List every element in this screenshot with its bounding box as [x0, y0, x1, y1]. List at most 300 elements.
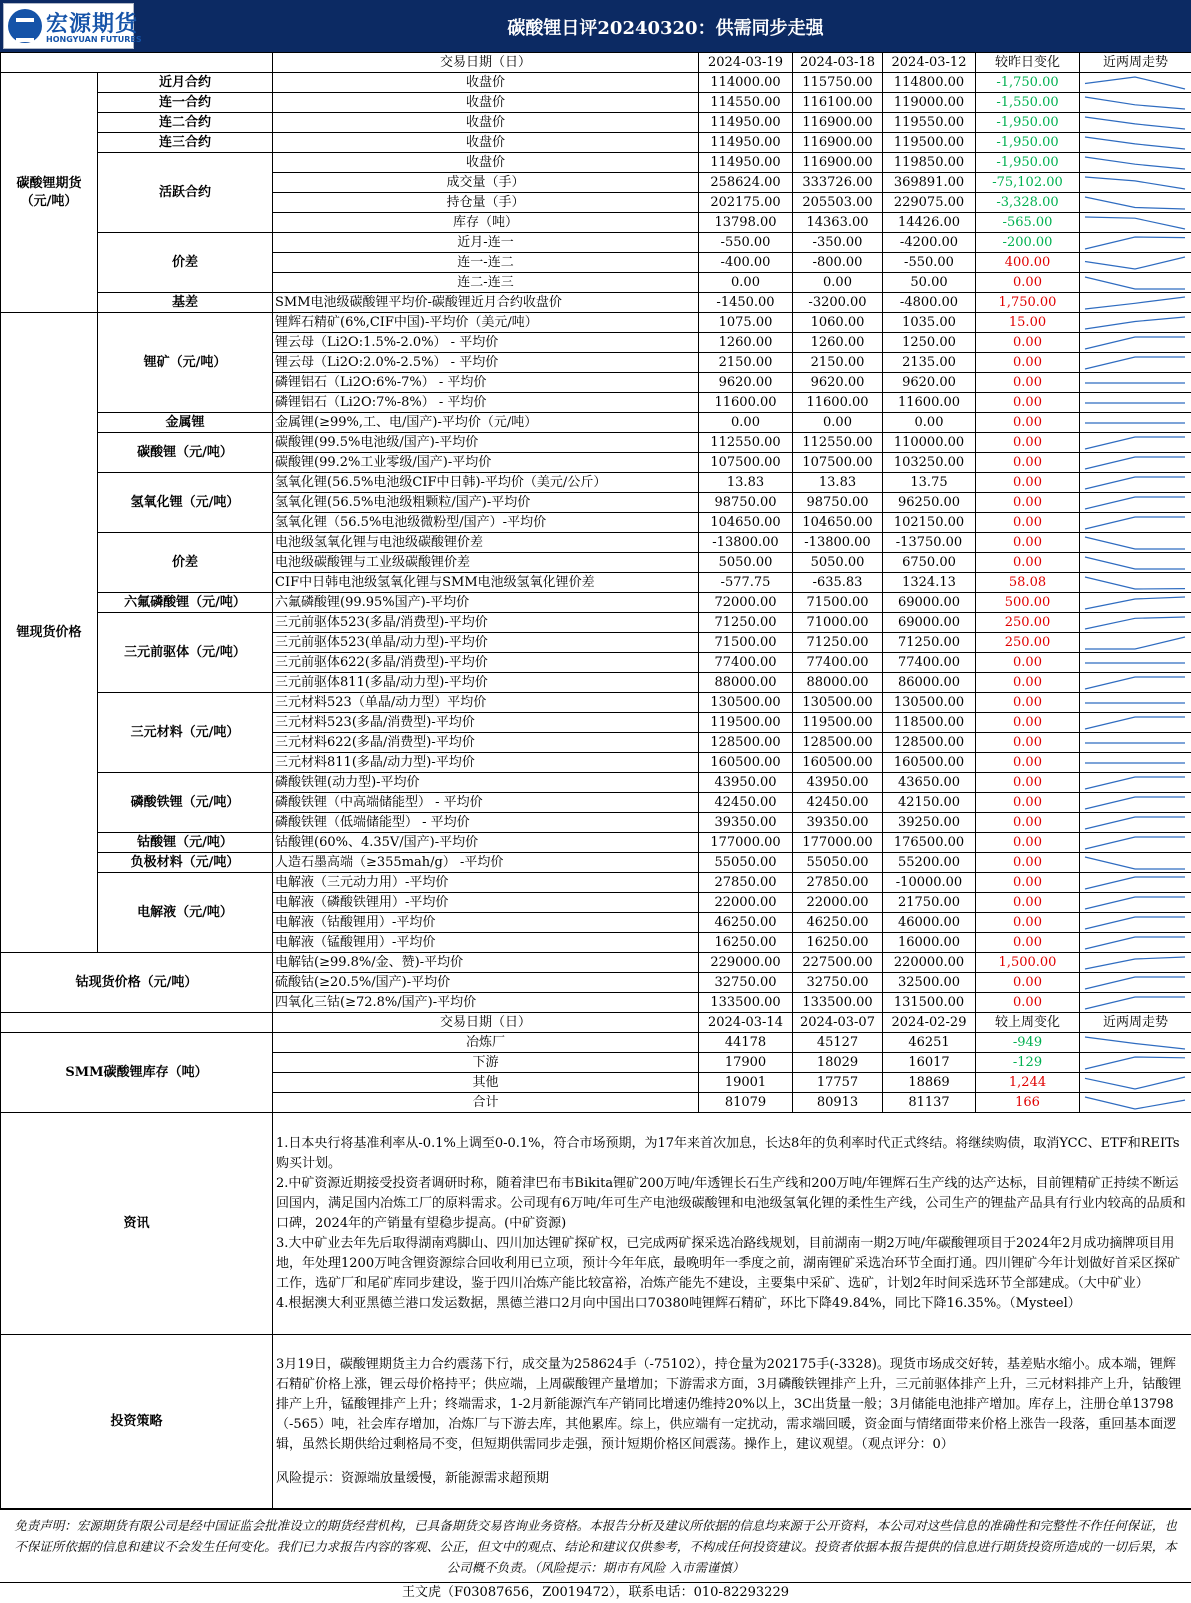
group-label: 连一合约 — [98, 93, 273, 113]
change-cell: 0.00 — [976, 413, 1080, 433]
group-label: 负极材料（元/吨） — [98, 853, 273, 873]
group-label: 活跃合约 — [98, 153, 273, 233]
trend-line — [1085, 977, 1185, 989]
group-label: 磷酸铁锂（元/吨） — [98, 773, 273, 833]
trend-line — [1085, 137, 1185, 149]
value-cell: 333726.00 — [793, 173, 883, 193]
value-cell: -635.83 — [793, 573, 883, 593]
trend-sparkline — [1080, 773, 1191, 793]
change-cell: -949 — [976, 1033, 1080, 1053]
value-cell: 114950.00 — [699, 113, 793, 133]
item-label: 三元材料622(多晶/消费型)-平均价 — [273, 733, 699, 753]
trend-line — [1085, 237, 1185, 249]
change-cell: 0.00 — [976, 793, 1080, 813]
change-cell: 0.00 — [976, 873, 1080, 893]
value-cell: 55200.00 — [883, 853, 976, 873]
value-cell: 77400.00 — [883, 653, 976, 673]
value-cell: -550.00 — [699, 233, 793, 253]
item-label: 收盘价 — [273, 113, 699, 133]
value-cell: 42150.00 — [883, 793, 976, 813]
trend-sparkline — [1080, 233, 1191, 253]
trend-sparkline — [1080, 793, 1191, 813]
trend-line-chart — [1080, 834, 1190, 852]
trend-line — [1085, 97, 1185, 109]
item-label: 电解钴(≥99.8%/金、赞)-平均价 — [273, 953, 699, 973]
trend-line-chart — [1080, 574, 1190, 592]
value-cell: 46250.00 — [793, 913, 883, 933]
trend-line-chart — [1080, 554, 1190, 572]
trend-line-chart — [1080, 214, 1190, 232]
column-header: 2024-03-19 — [699, 53, 793, 73]
value-cell: 13.75 — [883, 473, 976, 493]
value-cell: 116100.00 — [793, 93, 883, 113]
value-cell: 119500.00 — [883, 133, 976, 153]
table-row — [1, 73, 1191, 93]
table-row — [1, 853, 1191, 873]
value-cell: 177000.00 — [793, 833, 883, 853]
value-cell: 130500.00 — [883, 693, 976, 713]
trend-sparkline — [1080, 713, 1191, 733]
value-cell: -13800.00 — [793, 533, 883, 553]
value-cell: 119550.00 — [883, 113, 976, 133]
trend-sparkline — [1080, 573, 1191, 593]
trend-line — [1085, 857, 1185, 869]
value-cell: 116900.00 — [793, 113, 883, 133]
value-cell: 9620.00 — [793, 373, 883, 393]
column-header: 2024-03-12 — [883, 53, 976, 73]
trend-line — [1085, 1037, 1185, 1049]
trend-line-chart — [1080, 794, 1190, 812]
group-label: 三元前驱体（元/吨） — [98, 613, 273, 693]
trend-line-chart — [1080, 814, 1190, 832]
trend-line-chart — [1080, 434, 1190, 452]
trend-line-chart — [1080, 294, 1190, 312]
trend-line-chart — [1080, 254, 1190, 272]
trend-line-chart — [1080, 854, 1190, 872]
value-cell: 2150.00 — [793, 353, 883, 373]
value-cell: 16250.00 — [699, 933, 793, 953]
value-cell: 71250.00 — [883, 633, 976, 653]
trend-sparkline — [1080, 213, 1191, 233]
value-cell: 133500.00 — [793, 993, 883, 1013]
change-cell: 0.00 — [976, 653, 1080, 673]
change-cell: 0.00 — [976, 473, 1080, 493]
trend-line-chart — [1080, 194, 1190, 212]
trend-line-chart — [1080, 414, 1190, 432]
trend-line-chart — [1080, 534, 1190, 552]
table-row — [1, 433, 1191, 453]
value-cell: 46250.00 — [699, 913, 793, 933]
trend-line — [1085, 257, 1185, 269]
change-cell: 0.00 — [976, 773, 1080, 793]
trend-sparkline — [1080, 833, 1191, 853]
trend-line — [1085, 617, 1185, 629]
value-cell: 44178 — [699, 1033, 793, 1053]
value-cell: -400.00 — [699, 253, 793, 273]
value-cell: -4800.00 — [883, 293, 976, 313]
trend-sparkline — [1080, 173, 1191, 193]
header-blank — [1, 53, 273, 73]
table-row — [1, 1033, 1191, 1053]
group-label: 连三合约 — [98, 133, 273, 153]
change-cell: 250.00 — [976, 613, 1080, 633]
item-label: 连二-连三 — [273, 273, 699, 293]
value-cell: 69000.00 — [883, 613, 976, 633]
trend-line — [1085, 557, 1185, 569]
change-cell: -1,950.00 — [976, 153, 1080, 173]
trend-line-chart — [1080, 474, 1190, 492]
trend-line-chart — [1080, 514, 1190, 532]
item-label: 钴酸锂(60%、4.35V/国产)-平均价 — [273, 833, 699, 853]
table-row — [1, 233, 1191, 253]
group-label: 电解液（元/吨） — [98, 873, 273, 953]
trend-line-chart — [1080, 654, 1190, 672]
change-cell: 0.00 — [976, 973, 1080, 993]
item-label: 成交量（手） — [273, 173, 699, 193]
item-label: 氢氧化锂（56.5%电池级微粉型/国产）-平均价 — [273, 513, 699, 533]
news-row — [1, 1113, 1191, 1335]
trend-line-chart — [1080, 354, 1190, 372]
change-cell: -565.00 — [976, 213, 1080, 233]
trend-line-chart — [1080, 74, 1190, 92]
group-label: 钴酸锂（元/吨） — [98, 833, 273, 853]
trend-line — [1085, 997, 1185, 1009]
logo-text-cn: 宏源期货 — [46, 11, 139, 37]
item-label: 收盘价 — [273, 93, 699, 113]
value-cell: 13798.00 — [699, 213, 793, 233]
news-item: 4.根据澳大利亚黑德兰港口发运数据，黑德兰港口2月向中国出口70380吨锂辉石精矿，环比下降49.84%，同比下降16.35%。（Mysteel） — [276, 1295, 1081, 1311]
change-cell: 1,244 — [976, 1073, 1080, 1093]
table-row — [1, 153, 1191, 173]
section-label: 锂现货价格 — [1, 313, 98, 953]
trend-sparkline — [1080, 853, 1191, 873]
item-label: 收盘价 — [273, 73, 699, 93]
trend-line — [1085, 317, 1185, 329]
item-label: 磷酸铁锂（中高端储能型） - 平均价 — [273, 793, 699, 813]
value-cell: 104650.00 — [793, 513, 883, 533]
trend-line — [1085, 477, 1185, 489]
trend-line-chart — [1080, 334, 1190, 352]
value-cell: 43950.00 — [699, 773, 793, 793]
item-label: 磷酸铁锂(动力型)-平均价 — [273, 773, 699, 793]
trend-line — [1085, 837, 1185, 849]
table-row — [1, 833, 1191, 853]
table-row — [1, 773, 1191, 793]
change-cell: -3,328.00 — [976, 193, 1080, 213]
value-cell: 160500.00 — [883, 753, 976, 773]
change-cell: 0.00 — [976, 733, 1080, 753]
value-cell: 27850.00 — [793, 873, 883, 893]
strategy-text: 3月19日，碳酸锂期货主力合约震荡下行，成交量为258624手（-75102），持仓量为202175手(-3328)。现货市场成交好转，基差贴水缩小。成本端，锂辉石精矿价格上涨，锂云母价格持平；供应端，上周碳酸锂产量增加；下游需求方面，3月磷酸铁锂排产上升，三元前驱体排产上升，三元材料排产上升，钴酸锂排产上升，锰酸锂排产上升；终端需求，1-2月新能源汽车产销同比增速仍维持20%以上，3C出货量一般；3月储能电池排产增加。库存上，注册仓单13798（-565）吨，社会库存增加，冶炼厂与下游去库，其他累库。综上，供应端有一定扰动，需求端回暖，资金面与情绪面带来价格上涨告一段落，重回基本面逻辑，虽然长期供给过剩格局不变，但短期供需同步走强，预计短期价格区间震荡。操作上，建议观望。（观点评分：0） — [276, 1356, 1182, 1452]
value-cell: 102150.00 — [883, 513, 976, 533]
item-label: 氢氧化锂(56.5%电池级CIF中日韩)-平均价（美元/公斤） — [273, 473, 699, 493]
change-cell: 0.00 — [976, 533, 1080, 553]
item-label: 持仓量（手） — [273, 193, 699, 213]
value-cell: 177000.00 — [699, 833, 793, 853]
trend-line-chart — [1080, 1074, 1190, 1092]
column-header: 较昨日变化 — [976, 53, 1080, 73]
trend-sparkline — [1080, 693, 1191, 713]
section-label: SMM碳酸锂库存（吨） — [1, 1033, 273, 1113]
value-cell: 71250.00 — [699, 613, 793, 633]
trend-sparkline — [1080, 133, 1191, 153]
trend-sparkline — [1080, 1033, 1191, 1053]
value-cell: -350.00 — [793, 233, 883, 253]
page-title: 碳酸锂日评20240320：供需同步走强 — [507, 18, 824, 39]
trend-line — [1085, 517, 1185, 529]
value-cell: 77400.00 — [699, 653, 793, 673]
item-label: CIF中日韩电池级氢氧化锂与SMM电池级氢氧化锂价差 — [273, 573, 699, 593]
table-row — [1, 93, 1191, 113]
change-cell: 15.00 — [976, 313, 1080, 333]
value-cell: 130500.00 — [793, 693, 883, 713]
value-cell: 27850.00 — [699, 873, 793, 893]
value-cell: 80913 — [793, 1093, 883, 1113]
value-cell: -550.00 — [883, 253, 976, 273]
change-cell: -1,950.00 — [976, 133, 1080, 153]
trend-line — [1085, 177, 1185, 189]
item-label: 其他 — [273, 1073, 699, 1093]
value-cell: 0.00 — [793, 413, 883, 433]
value-cell: 98750.00 — [699, 493, 793, 513]
trend-sparkline — [1080, 513, 1191, 533]
strategy-content — [273, 1335, 1191, 1509]
trend-line — [1085, 457, 1185, 469]
value-cell: 229075.00 — [883, 193, 976, 213]
disclaimer: 免责声明：宏源期货有限公司是经中国证监会批准设立的期货经营机构，已具备期货交易咨询业务资格。本报告分析及建议所依据的信息均来源于公开资料，本公司对这些信息的准确性和完整性不作任何保证，也不保证所依据的信息和建议不会发生任何变化。我们已力求报告内容的客观、公正，但文中的观点、结论和建议仅供参考，不构成任何投资建议。投资者依据本报告提供的信息进行期货投资所造成的一切后果，本公司概不负责。（风险提示：期市有风险 入市需谨慎） — [0, 1509, 1191, 1583]
trend-sparkline — [1080, 293, 1191, 313]
trend-sparkline — [1080, 473, 1191, 493]
trend-line — [1085, 937, 1185, 949]
table-row — [1, 133, 1191, 153]
value-cell: 55050.00 — [699, 853, 793, 873]
trend-sparkline — [1080, 973, 1191, 993]
change-cell: 0.00 — [976, 453, 1080, 473]
logo-mark-icon — [8, 9, 42, 43]
trend-line — [1085, 1097, 1185, 1109]
trend-line-chart — [1080, 774, 1190, 792]
change-cell: -1,950.00 — [976, 113, 1080, 133]
trend-line — [1085, 437, 1185, 449]
value-cell: 71500.00 — [793, 593, 883, 613]
value-cell: 119000.00 — [883, 93, 976, 113]
value-cell: 103250.00 — [883, 453, 976, 473]
trend-sparkline — [1080, 93, 1191, 113]
value-cell: 16017 — [883, 1053, 976, 1073]
change-cell: 58.08 — [976, 573, 1080, 593]
value-cell: 114550.00 — [699, 93, 793, 113]
trend-line — [1085, 797, 1185, 809]
change-cell: -129 — [976, 1053, 1080, 1073]
value-cell: 16250.00 — [793, 933, 883, 953]
item-label: 合计 — [273, 1093, 699, 1113]
value-cell: 118500.00 — [883, 713, 976, 733]
trend-line-chart — [1080, 1094, 1190, 1112]
value-cell: 71250.00 — [793, 633, 883, 653]
trend-sparkline — [1080, 533, 1191, 553]
change-cell: 0.00 — [976, 513, 1080, 533]
change-cell: 0.00 — [976, 713, 1080, 733]
value-cell: 42450.00 — [699, 793, 793, 813]
value-cell: 39350.00 — [699, 813, 793, 833]
trend-line-chart — [1080, 694, 1190, 712]
news-item: 3.大中矿业去年先后取得湖南鸡脚山、四川加达锂矿探矿权，已完成两矿探采选冶路线规划，目前湖南一期2万吨/年碳酸锂项目于2024年2月成功摘牌项目用地，年处理1200万吨含锂资源综合回收利用已立项，预计今年年底，最晚明年一季度之前，湖南锂矿采选冶环节全面打通。四川锂矿今年计划做好首采区探矿工作，选矿厂和尾矿库同步建设，鉴于四川冶炼产能比较富裕，冶炼产能先不建设，主要集中采矿、选矿，计划2年时间采选环节全部建成。（大中矿业） — [276, 1235, 1181, 1291]
value-cell: 128500.00 — [793, 733, 883, 753]
news-label: 资讯 — [1, 1113, 273, 1335]
trend-line-chart — [1080, 674, 1190, 692]
trend-line — [1085, 817, 1185, 829]
value-cell: 0.00 — [793, 273, 883, 293]
trend-line — [1085, 217, 1185, 229]
value-cell: 229000.00 — [699, 953, 793, 973]
news-item: 2.中矿资源近期接受投资者调研时称，随着津巴布韦Bikita锂矿200万吨/年透锂长石生产线和200万吨/年锂辉石生产线的达产达标，目前锂精矿正持续不断运回国内，满足国内冶炼工厂的原料需求。公司现有6万吨/年可生产电池级碳酸锂和电池级氢氧化锂的柔性生产线，公司生产的锂盐产品具有行业内较高的品质和口碑，2024年的产销量有望稳步提高。(中矿资源) — [276, 1175, 1186, 1231]
value-cell: 114950.00 — [699, 153, 793, 173]
strategy-label: 投资策略 — [1, 1335, 273, 1509]
change-cell: 0.00 — [976, 813, 1080, 833]
table-row — [1, 113, 1191, 133]
item-label: 三元前驱体523(多晶/消费型)-平均价 — [273, 613, 699, 633]
value-cell: 50.00 — [883, 273, 976, 293]
item-label: 磷锂铝石（Li2O:7%-8%） - 平均价 — [273, 393, 699, 413]
trend-line-chart — [1080, 874, 1190, 892]
value-cell: 43650.00 — [883, 773, 976, 793]
value-cell: 1260.00 — [793, 333, 883, 353]
value-cell: 32750.00 — [793, 973, 883, 993]
value-cell: 1260.00 — [699, 333, 793, 353]
daily-data-table — [0, 52, 1191, 1509]
value-cell: 128500.00 — [883, 733, 976, 753]
item-label: 库存（吨） — [273, 213, 699, 233]
trend-line-chart — [1080, 974, 1190, 992]
value-cell: 119500.00 — [699, 713, 793, 733]
trend-sparkline — [1080, 753, 1191, 773]
news-item: 1.日本央行将基准利率从-0.1%上调至0-0.1%，符合市场预期，为17年来首次加息，长达8年的负利率时代正式终结。将继续购债，取消YCC、ETF和REITs购买计划。 — [276, 1135, 1180, 1171]
value-cell: 119500.00 — [793, 713, 883, 733]
value-cell: 39250.00 — [883, 813, 976, 833]
item-label: 三元前驱体811(多晶/动力型)-平均价 — [273, 673, 699, 693]
item-label: 收盘价 — [273, 133, 699, 153]
value-cell: 11600.00 — [883, 393, 976, 413]
value-cell: 0.00 — [699, 273, 793, 293]
value-cell: 11600.00 — [793, 393, 883, 413]
change-cell: 166 — [976, 1093, 1080, 1113]
trend-line — [1085, 297, 1185, 309]
table-row — [1, 613, 1191, 633]
value-cell: 71000.00 — [793, 613, 883, 633]
trend-sparkline — [1080, 613, 1191, 633]
trend-sparkline — [1080, 153, 1191, 173]
trend-line-chart — [1080, 914, 1190, 932]
trend-line-chart — [1080, 394, 1190, 412]
trend-line — [1085, 77, 1185, 89]
trend-line — [1085, 1077, 1185, 1089]
trend-line — [1085, 497, 1185, 509]
trend-sparkline — [1080, 893, 1191, 913]
change-cell: 0.00 — [976, 273, 1080, 293]
item-label: 锂辉石精矿(6%,CIF中国)-平均价（美元/吨） — [273, 313, 699, 333]
value-cell: 220000.00 — [883, 953, 976, 973]
change-cell: 0.00 — [976, 693, 1080, 713]
table-row — [1, 873, 1191, 893]
section-label: 碳酸锂期货 （元/吨） — [1, 73, 98, 313]
item-label: 电解液（锰酸锂用）-平均价 — [273, 933, 699, 953]
item-label: 电解液（三元动力用）-平均价 — [273, 873, 699, 893]
value-cell: -1450.00 — [699, 293, 793, 313]
value-cell: 107500.00 — [699, 453, 793, 473]
trend-line-chart — [1080, 274, 1190, 292]
value-cell: 42450.00 — [793, 793, 883, 813]
change-cell: 250.00 — [976, 633, 1080, 653]
value-cell: 131500.00 — [883, 993, 976, 1013]
trend-line — [1085, 537, 1185, 549]
item-label: 碳酸锂(99.2%工业零级/国产)-平均价 — [273, 453, 699, 473]
value-cell: -3200.00 — [793, 293, 883, 313]
group-label: 碳酸锂（元/吨） — [98, 433, 273, 473]
value-cell: 119850.00 — [883, 153, 976, 173]
company-logo — [3, 3, 142, 49]
column-header: 2024-03-18 — [793, 53, 883, 73]
value-cell: 114000.00 — [699, 73, 793, 93]
group-label: 三元材料（元/吨） — [98, 693, 273, 773]
trend-sparkline — [1080, 813, 1191, 833]
column-header: 2024-02-29 — [883, 1013, 976, 1033]
value-cell: 77400.00 — [793, 653, 883, 673]
value-cell: 88000.00 — [793, 673, 883, 693]
trend-line — [1085, 777, 1185, 789]
value-cell: 18029 — [793, 1053, 883, 1073]
item-label: 锂云母（Li2O:1.5%-2.0%） - 平均价 — [273, 333, 699, 353]
value-cell: 1075.00 — [699, 313, 793, 333]
value-cell: 1324.13 — [883, 573, 976, 593]
strategy-row — [1, 1335, 1191, 1509]
value-cell: -4200.00 — [883, 233, 976, 253]
change-cell: -200.00 — [976, 233, 1080, 253]
value-cell: 55050.00 — [793, 853, 883, 873]
value-cell: 14363.00 — [793, 213, 883, 233]
table-header-row — [1, 1013, 1191, 1033]
trend-sparkline — [1080, 113, 1191, 133]
value-cell: 114800.00 — [883, 73, 976, 93]
trend-line — [1085, 917, 1185, 929]
trend-sparkline — [1080, 393, 1191, 413]
trend-line — [1085, 337, 1185, 349]
value-cell: 116900.00 — [793, 133, 883, 153]
item-label: 锂云母（Li2O:2.0%-2.5%） - 平均价 — [273, 353, 699, 373]
change-cell: -75,102.00 — [976, 173, 1080, 193]
value-cell: -577.75 — [699, 573, 793, 593]
trend-line — [1085, 357, 1185, 369]
group-label: 金属锂 — [98, 413, 273, 433]
item-label: 收盘价 — [273, 153, 699, 173]
value-cell: 6750.00 — [883, 553, 976, 573]
value-cell: 88000.00 — [699, 673, 793, 693]
value-cell: 116900.00 — [793, 153, 883, 173]
value-cell: 22000.00 — [699, 893, 793, 913]
trend-line-chart — [1080, 494, 1190, 512]
trend-sparkline — [1080, 433, 1191, 453]
trend-line — [1085, 877, 1185, 889]
trend-sparkline — [1080, 633, 1191, 653]
item-label: 磷锂铝石（Li2O:6%-7%） - 平均价 — [273, 373, 699, 393]
value-cell: 86000.00 — [883, 673, 976, 693]
value-cell: 17900 — [699, 1053, 793, 1073]
value-cell: 69000.00 — [883, 593, 976, 613]
change-cell: 0.00 — [976, 933, 1080, 953]
header-blank — [1, 1013, 273, 1033]
item-label: 三元材料523(多晶/消费型)-平均价 — [273, 713, 699, 733]
trend-sparkline — [1080, 413, 1191, 433]
trend-sparkline — [1080, 333, 1191, 353]
